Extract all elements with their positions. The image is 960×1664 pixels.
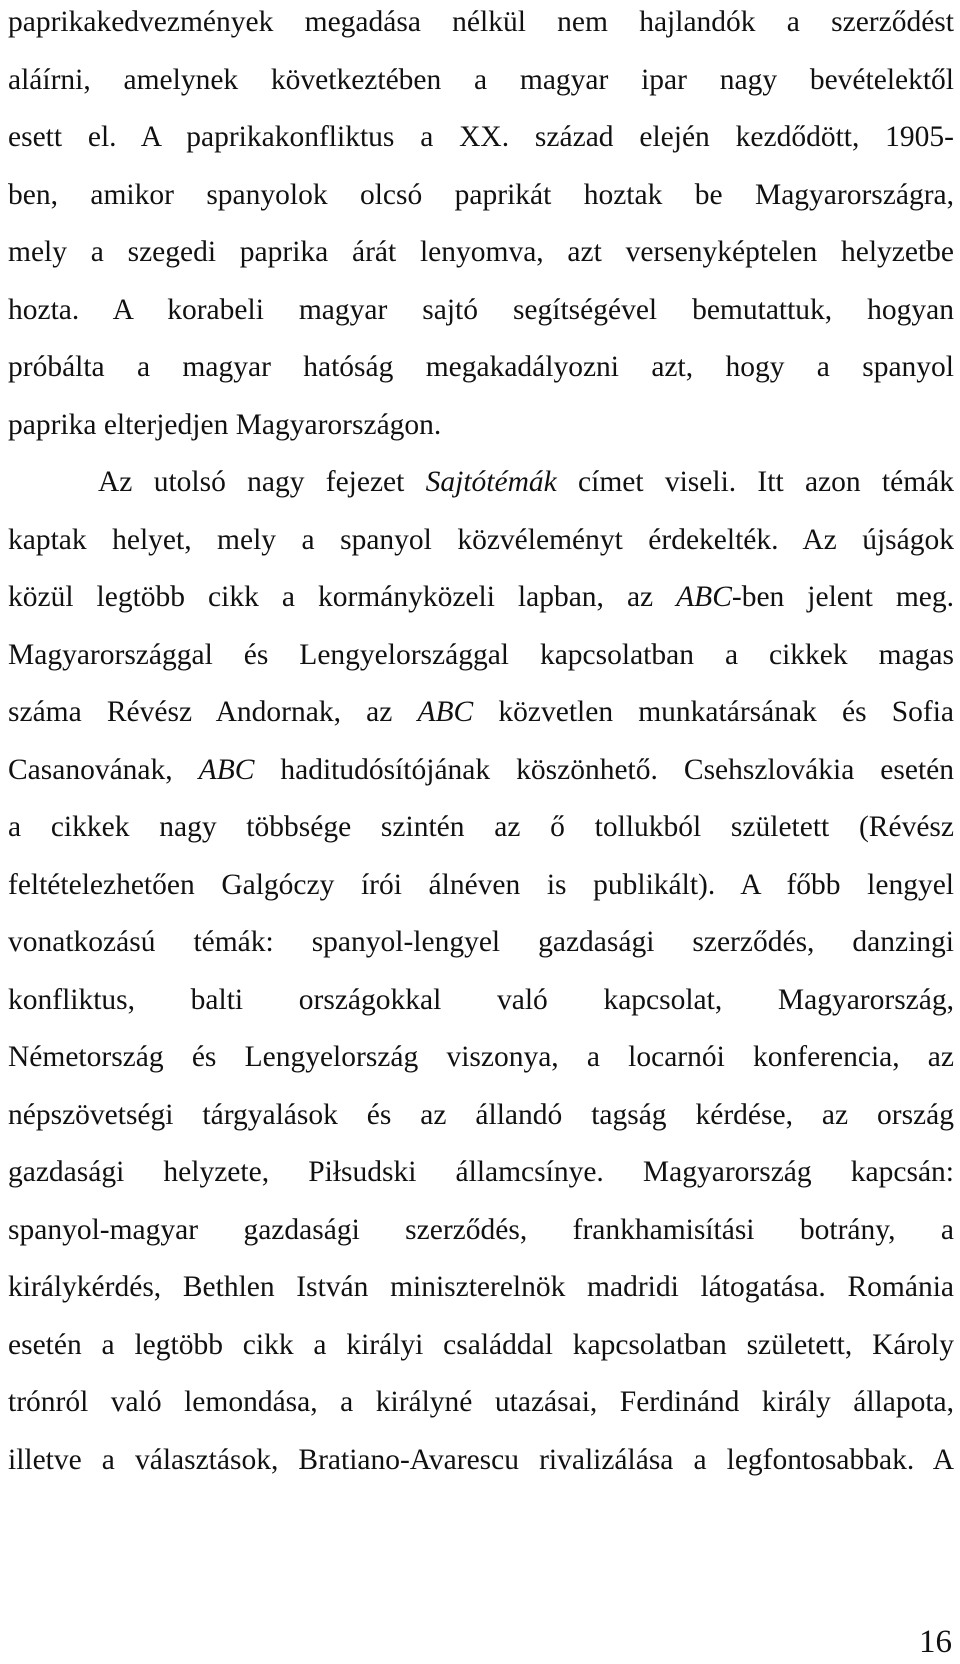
- body-text: [8, 0, 954, 1495]
- text-line: [8, 58, 954, 116]
- text-segment: vonatkozású témák: spanyol-lengyel gazdasági szerződés, danzingi: [8, 926, 954, 958]
- text-line: [8, 1150, 954, 1208]
- text-line: [8, 173, 954, 231]
- text-segment: hozta. A korabeli magyar sajtó segítségével bemutattuk, hogyan: [8, 293, 954, 326]
- text-segment: feltételezhetően Galgóczy írói álnéven is publikált). A főbb lengyel: [8, 868, 954, 901]
- text-segment: gazdasági helyzete, Piłsudski államcsínye. Magyarország kapcsán:: [8, 1156, 954, 1188]
- text-line: [8, 518, 954, 576]
- text-line: [8, 863, 954, 921]
- text-line: [8, 1035, 954, 1093]
- text-segment: közül legtöbb cikk a kormányközeli lapban, az: [8, 581, 677, 613]
- text-segment: népszövetségi tárgyalások és az állandó tagság kérdése, az ország: [8, 1098, 954, 1131]
- text-segment: konfliktus, balti országokkal való kapcsolat, Magyarország,: [8, 983, 954, 1016]
- text-line: [8, 633, 954, 691]
- text-line: [8, 1438, 954, 1496]
- page-number: 16: [919, 1624, 952, 1660]
- italic-text: ABC: [198, 753, 255, 786]
- text-line: [8, 575, 954, 633]
- text-segment: Németország és Lengyelország viszonya, a locarnói konferencia, az: [8, 1041, 954, 1073]
- text-line: [8, 1323, 954, 1381]
- text-segment: trónról való lemondása, a királyné utazásai, Ferdinánd király állapota,: [8, 1386, 954, 1418]
- text-segment: aláírni, amelynek következtében a magyar ipar nagy bevételektől: [8, 63, 954, 96]
- text-segment: Magyarországgal és Lengyelországgal kapcsolatban a cikkek magas: [8, 638, 954, 671]
- text-segment: a cikkek nagy többsége szintén az ő tollukból született (Révész: [8, 811, 954, 843]
- text-line: [8, 978, 954, 1036]
- text-line: [8, 115, 954, 173]
- text-segment: -ben jelent meg.: [731, 581, 954, 613]
- text-line: [8, 0, 954, 58]
- text-line: [8, 403, 954, 461]
- text-line: [8, 345, 954, 403]
- text-line: [8, 1380, 954, 1438]
- text-line: [8, 748, 954, 806]
- text-segment: esetén a legtöbb cikk a királyi családdal kapcsolatban született, Károly: [8, 1328, 954, 1361]
- text-segment: paprikakedvezmények megadása nélkül nem hajlandók a szerződést: [8, 6, 954, 38]
- text-line: [8, 288, 954, 346]
- text-segment: ben, amikor spanyolok olcsó paprikát hoztak be Magyarországra,: [8, 178, 954, 211]
- text-line: [8, 230, 954, 288]
- text-segment: Casanovának,: [8, 753, 199, 786]
- text-line: [8, 460, 954, 518]
- text-segment: királykérdés, Bethlen István miniszterelnök madridi látogatása. Románia: [8, 1271, 954, 1303]
- text-segment: Az utolsó nagy fejezet: [98, 466, 426, 498]
- italic-text: ABC: [676, 581, 732, 613]
- italic-text: Sajtótémák: [425, 466, 557, 498]
- text-line: [8, 1093, 954, 1151]
- text-line: [8, 920, 954, 978]
- text-segment: próbálta a magyar hatóság megakadályozni azt, hogy a spanyol: [8, 351, 954, 383]
- italic-text: ABC: [417, 696, 474, 728]
- text-line: [8, 690, 954, 748]
- text-line: [8, 1208, 954, 1266]
- text-segment: címet viseli. Itt azon témák: [556, 466, 954, 498]
- text-segment: közvetlen munkatársának és Sofia: [473, 696, 954, 728]
- text-segment: paprika elterjedjen Magyarországon.: [8, 408, 442, 441]
- text-line: [8, 805, 954, 863]
- text-line: [8, 1265, 954, 1323]
- text-segment: haditudósítójának köszönhető. Csehszlovákia esetén: [254, 753, 954, 786]
- text-segment: illetve a választások, Bratiano-Avarescu rivalizálása a legfontosabbak. A: [8, 1443, 954, 1476]
- text-segment: száma Révész Andornak, az: [8, 696, 418, 728]
- text-segment: esett el. A paprikakonfliktus a XX. század elején kezdődött, 1905-: [8, 121, 954, 153]
- text-segment: kaptak helyet, mely a spanyol közvéleményt érdekelték. Az újságok: [8, 523, 954, 556]
- text-segment: mely a szegedi paprika árát lenyomva, azt versenyképtelen helyzetbe: [8, 236, 954, 268]
- text-segment: spanyol-magyar gazdasági szerződés, frankhamisítási botrány, a: [8, 1213, 954, 1246]
